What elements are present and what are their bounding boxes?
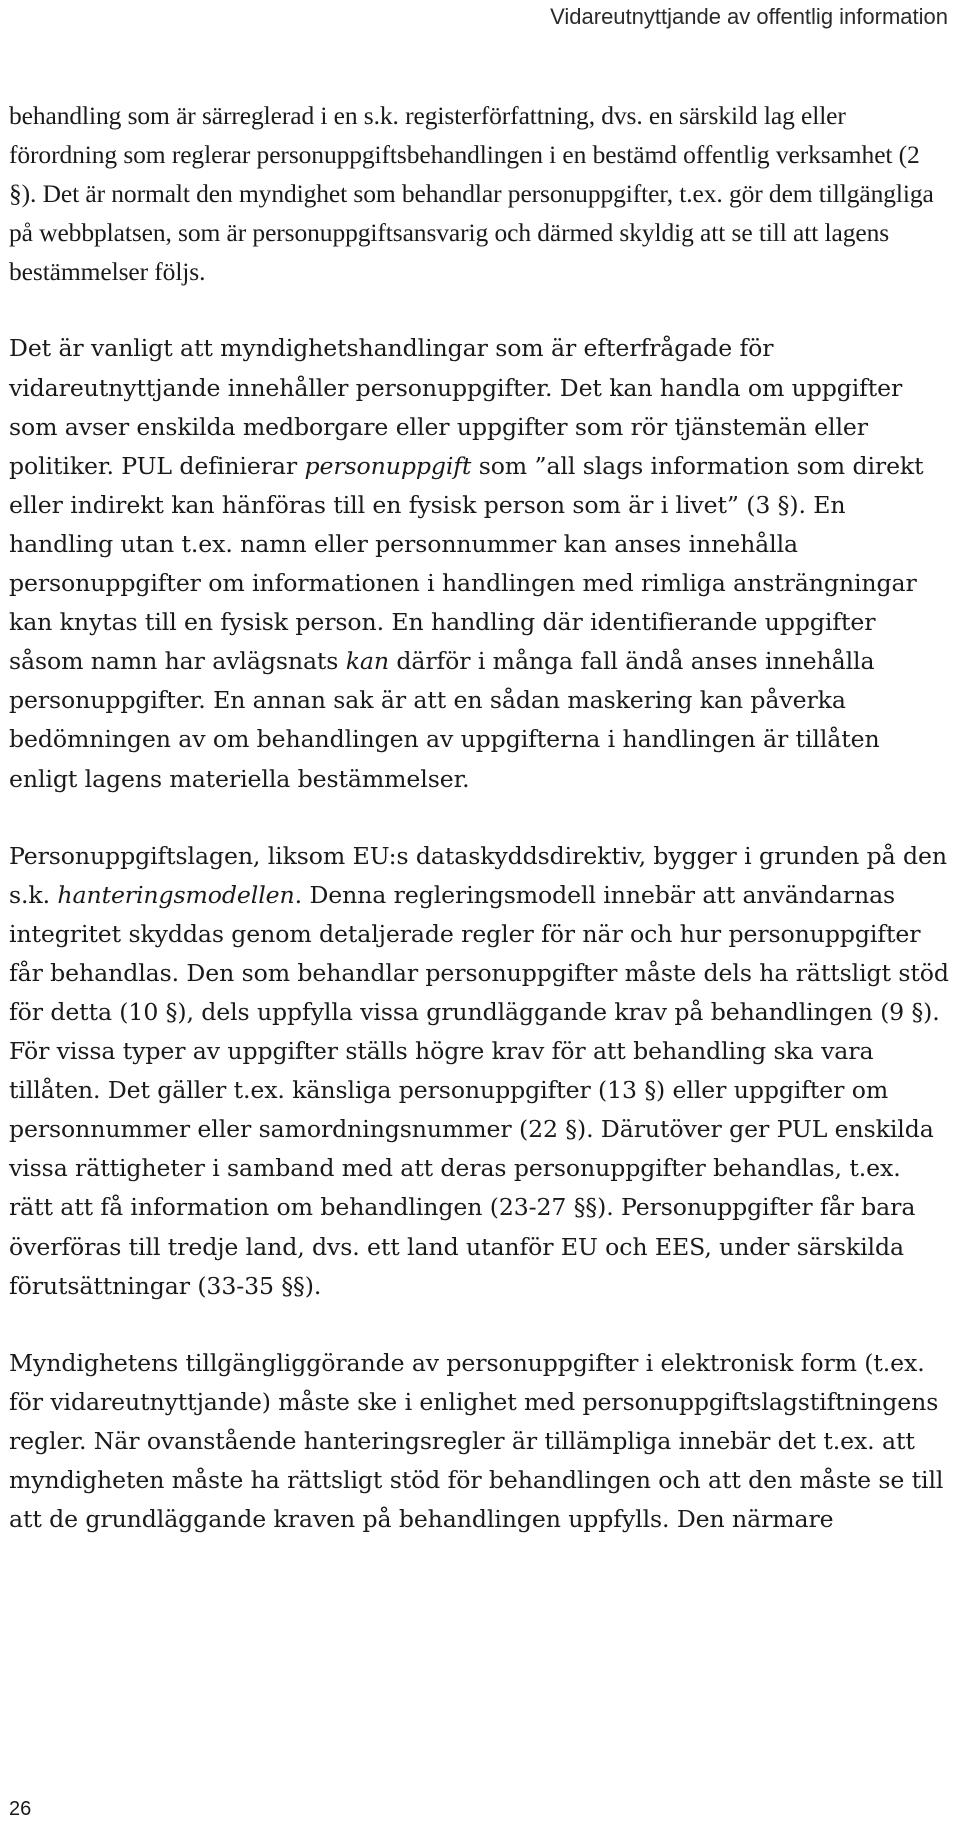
paragraph — [9, 329, 951, 798]
emphasized-term: kan — [345, 647, 389, 676]
paragraph — [9, 837, 951, 1306]
running-header: Vidareutnyttjande av offentlig information — [550, 4, 948, 29]
text-run: . Denna regleringsmodell innebär att användarnas integritet skyddas genom detaljerade regler för när och hur personuppgifter får behandlas. Den som behandlar personuppgifter måste dels ha rättsligt stöd för detta (10 §), dels uppfylla vissa grundläggande krav på behandlingen (9 §). För vissa typer av uppgifter ställs högre krav för att behandling ska vara tillåten. Det gäller t.ex. känsliga personuppgifter (13 §) eller uppgifter om personnummer eller samordningsnummer (22 §). Därutöver ger PUL enskilda vissa rättigheter i samband med att deras personuppgifter behandlas, t.ex. rätt att få information om behandlingen (23-27 §§). Personuppgifter får bara överföras till tredje land, dvs. ett land utanför EU och EES, under särskilda förutsättningar (33-35 §§). — [9, 880, 949, 1300]
paragraph — [9, 1344, 951, 1539]
text-run: Personuppgiftslagen, liksom EU:s dataskyddsdirektiv, bygger i grunden på den s.k. — [9, 841, 948, 909]
emphasized-term: personuppgift — [304, 451, 472, 480]
body-text — [9, 96, 951, 1539]
paragraph — [9, 96, 951, 291]
page-number: 26 — [9, 1798, 32, 1820]
text-run: behandling som är särreglerad i en s.k. registerförfattning, dvs. en särskild lag eller förordning som reglerar personuppgiftsbehandlingen i en bestämd offentlig verksamhet (2 §). Det är normalt den myndighet som behandlar personuppgifter, t.ex. gör dem tillgängliga på webbplatsen, som är personuppgiftsansvarig och därmed skyldig att se till att lagens bestämmelser följs. — [9, 101, 934, 287]
emphasized-term: hanteringsmodellen — [57, 880, 295, 909]
text-run: därför i många fall ändå anses innehålla personuppgifter. En annan sak är att en sådan maskering kan påverka bedömningen av om behandlingen av uppgifterna i handlingen är tillåten enligt lagens materiella bestämmelser. — [9, 647, 880, 793]
text-run: Myndighetens tillgängliggörande av personuppgifter i elektronisk form (t.ex. för vidareutnyttjande) måste ske i enlighet med personuppgiftslagstiftningens regler. När ovanstående hanteringsregler är tillämpliga innebär det t.ex. att myndigheten måste ha rättsligt stöd för behandlingen och att den måste se till att de grundläggande kraven på behandlingen uppfylls. Den närmare — [9, 1348, 944, 1534]
text-run: som ”all slags information som direkt eller indirekt kan hänföras till en fysisk person som är i livet” (3 §). En handling utan t.ex. namn eller personnummer kan anses innehålla personuppgifter om informationen i handlingen med rimliga ansträngningar kan knytas till en fysisk person. En handling där identifierande uppgifter såsom namn har avlägsnats — [9, 451, 924, 676]
text-run: Det är vanligt att myndighetshandlingar som är efterfrågade för vidareutnyttjande innehåller personuppgifter. Det kan handla om uppgifter som avser enskilda medborgare eller uppgifter som rör tjänstemän eller politiker. PUL definierar — [9, 334, 903, 480]
